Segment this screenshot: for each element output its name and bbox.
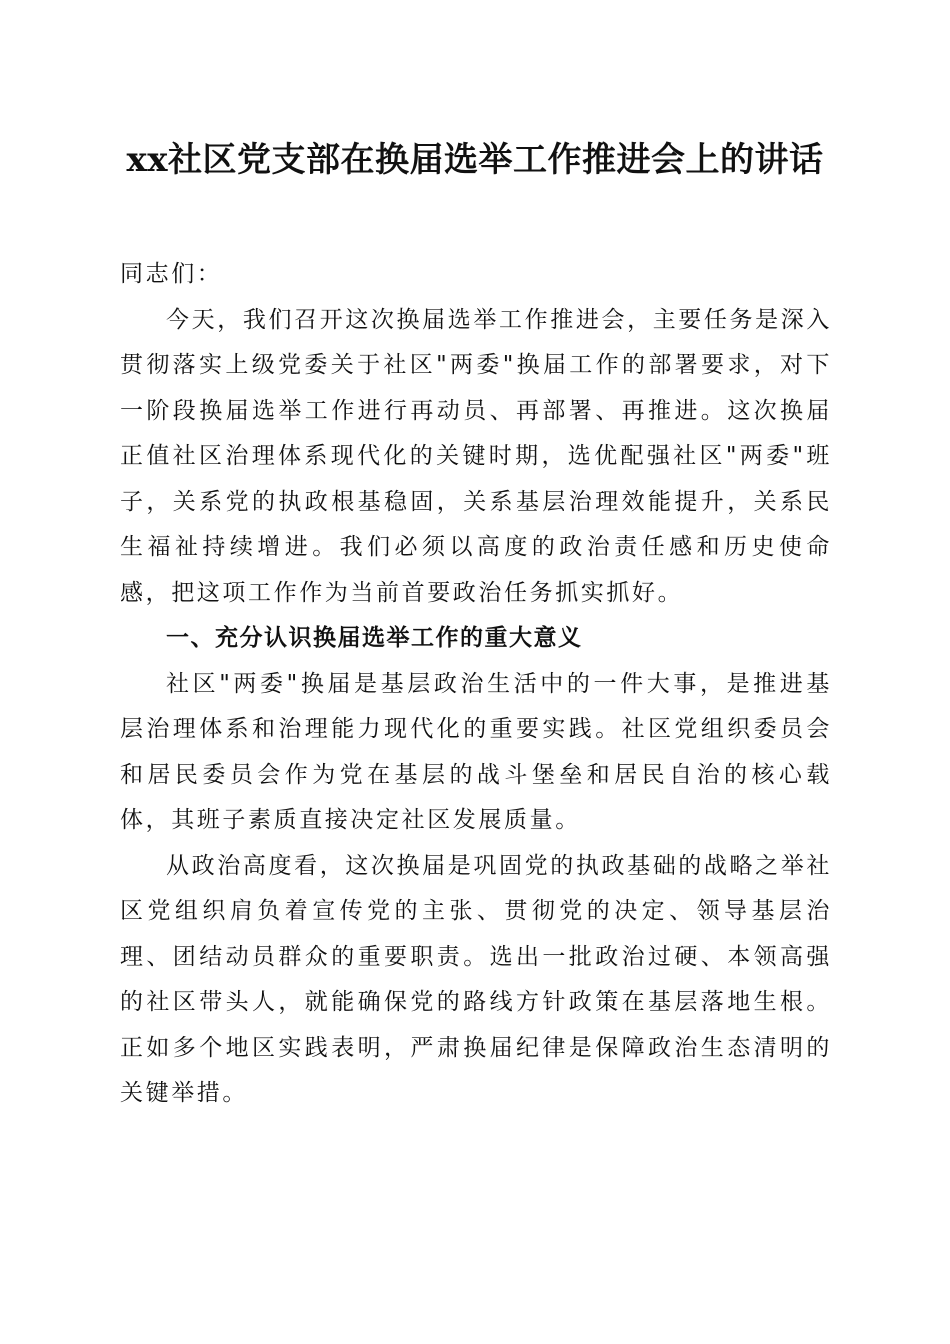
paragraph-intro: 今天，我们召开这次换届选举工作推进会，主要任务是深入贯彻落实上级党委关于社区"两委"换届工作的部署要求，对下一阶段换届选举工作进行再动员、再部署、再推进。这次换届正值社区治理体系现代化的关键时期，选优配强社区"两委"班子，关系党的执政根基稳固，关系基层治理效能提升，关系民生福祉持续增进。我们必须以高度的政治责任感和历史使命感，把这项工作作为当前首要政治任务抓实抓好。 xyxy=(120,306,832,606)
section-heading: 一、充分认识换届选举工作的重大意义 xyxy=(166,625,583,651)
paragraph-significance: 社区"两委"换届是基层政治生活中的一件大事，是推进基层治理体系和治理能力现代化的重要实践。社区党组织委员会和居民委员会作为党在基层的战斗堡垒和居民自治的核心载体，其班子素质直接决定社区发展质量。 xyxy=(120,670,832,833)
document-title: xx社区党支部在换届选举工作推进会上的讲话 xyxy=(126,140,824,180)
salutation: 同志们： xyxy=(120,261,223,287)
document-body xyxy=(120,252,832,1117)
paragraph-political-view: 从政治高度看，这次换届是巩固党的执政基础的战略之举社区党组织肩负着宣传党的主张、贯彻党的决定、领导基层治理、团结动员群众的重要职责。选出一批政治过硬、本领高强的社区带头人，就能确保党的路线方针政策在基层落地生根。正如多个地区实践表明，严肃换届纪律是保障政治生态清明的关键举措。 xyxy=(120,852,832,1106)
